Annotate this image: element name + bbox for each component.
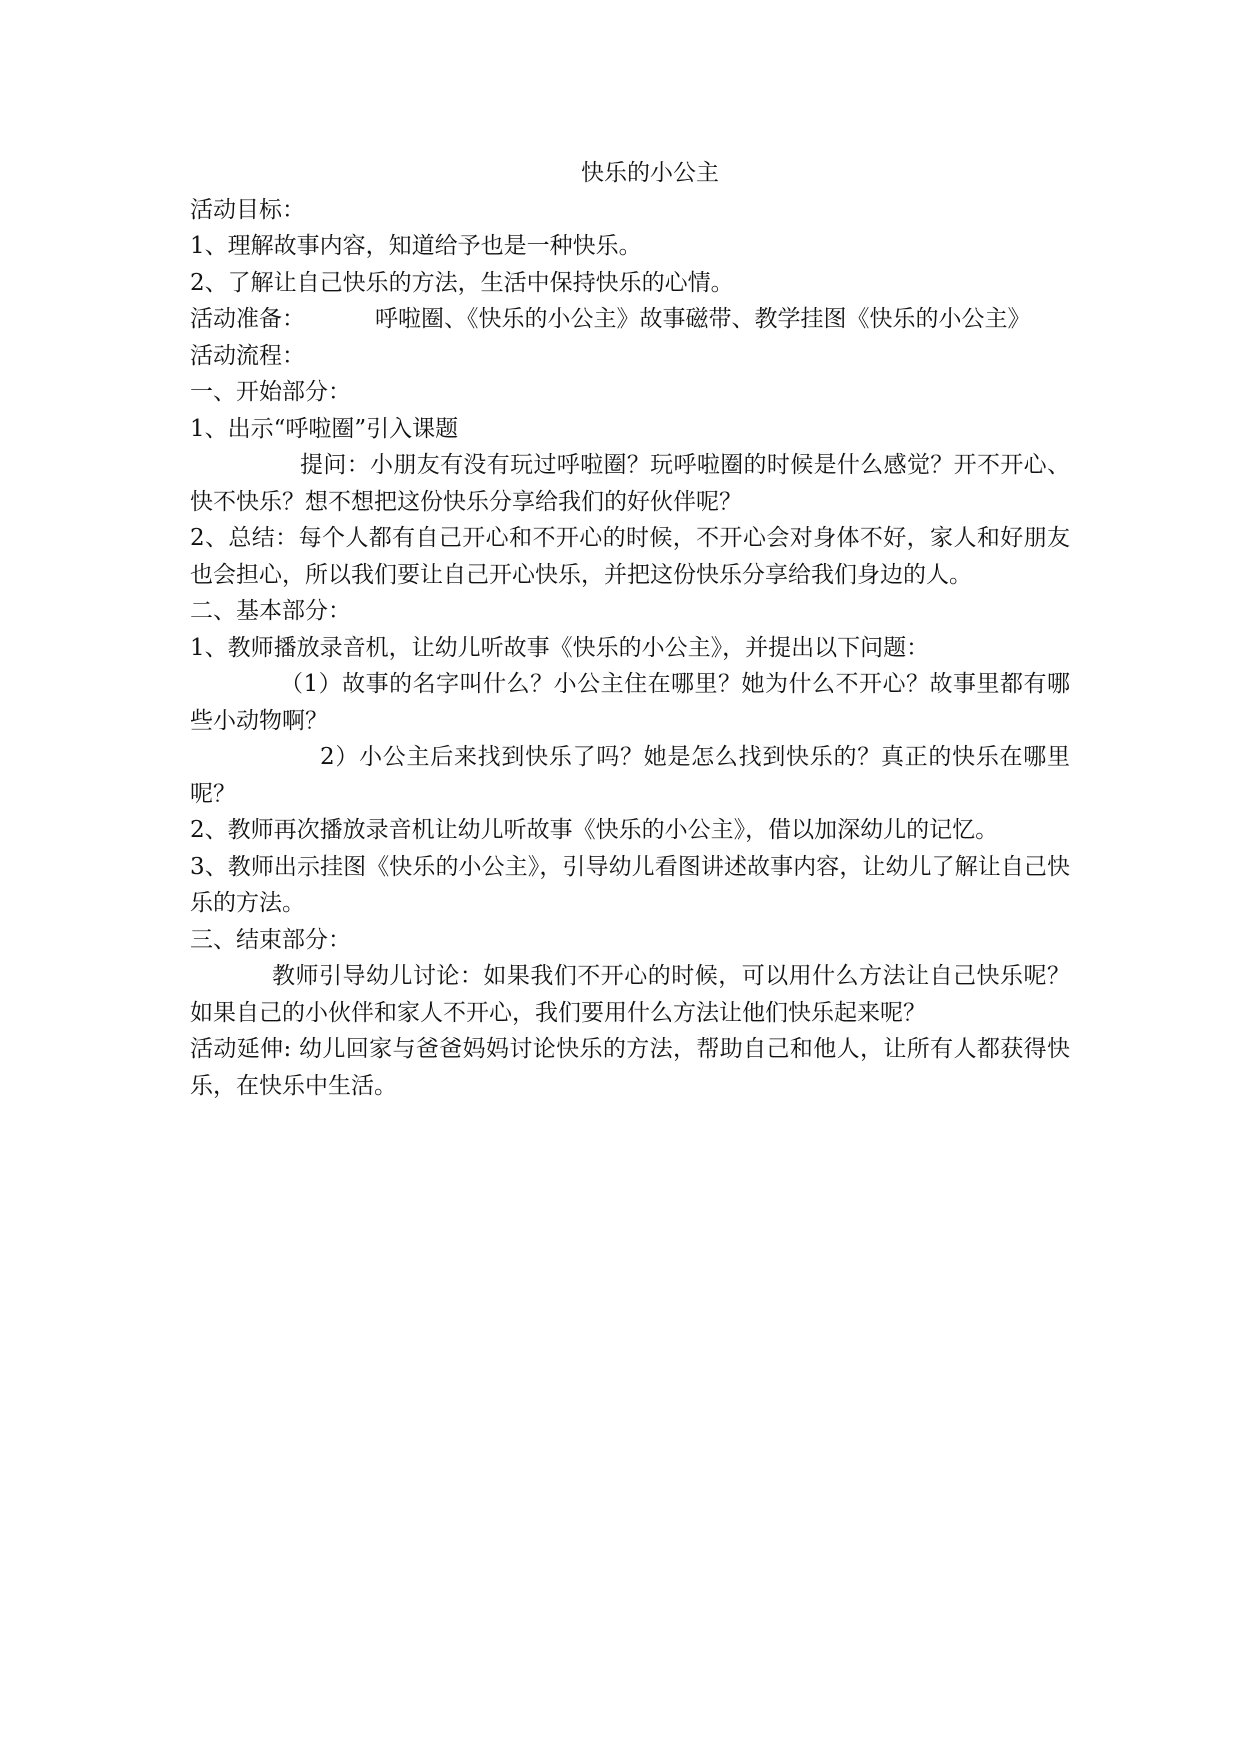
part3-text: 教师引导幼儿讨论：如果我们不开心的时候，可以用什么方法让自己快乐呢？如果自己的小伙伴和家人不开心，我们要用什么方法让他们快乐起来呢？ [190, 963, 1070, 1026]
goal-2: 2、了解让自己快乐的方法，生活中保持快乐的心情。 [190, 269, 734, 296]
flow-heading: 活动流程： [190, 342, 305, 369]
preparation-label: 活动准备： [190, 306, 305, 332]
part3-heading: 三、结束部分： [190, 926, 351, 953]
goals-heading: 活动目标： [190, 196, 305, 223]
preparation-text: 呼啦圈、《快乐的小公主》故事磁带、教学挂图《快乐的小公主》 [375, 306, 1031, 332]
goal-1: 1、理解故事内容，知道给予也是一种快乐。 [190, 233, 642, 259]
document-body [190, 155, 1070, 1104]
activity-extension: 活动延伸: 幼儿回家与爸爸妈妈讨论快乐的方法，帮助自己和他人，让所有人都获得快乐，在快乐中生活。 [190, 1036, 1070, 1099]
part1-item-2: 2、总结：每个人都有自己开心和不开心的时候，不开心会对身体不好，家人和好朋友也会担心，所以我们要让自己开心快乐，并把这份快乐分享给我们身边的人。 [190, 525, 1070, 588]
part2-heading: 二、基本部分： [190, 598, 351, 624]
part2-question-2: 2）小公主后来找到快乐了吗？她是怎么找到快乐的？真正的快乐在哪里呢？ [190, 744, 1070, 807]
part2-item-3: 3、教师出示挂图《快乐的小公主》，引导幼儿看图讲述故事内容，让幼儿了解让自己快乐的方法。 [190, 853, 1070, 916]
part2-question-1: （1）故事的名字叫什么？小公主住在哪里？她为什么不开心？故事里都有哪些小动物啊？ [190, 671, 1070, 734]
document-title: 快乐的小公主 [581, 160, 719, 186]
part2-item-1: 1、教师播放录音机，让幼儿听故事《快乐的小公主》，并提出以下问题： [190, 634, 930, 661]
part1-item-1: 1、出示“呼啦圈”引入课题 [190, 415, 459, 442]
preparation [190, 301, 1070, 338]
part1-heading: 一、开始部分： [190, 379, 351, 405]
part2-item-2: 2、教师再次播放录音机让幼儿听故事《快乐的小公主》，借以加深幼儿的记忆。 [190, 817, 999, 843]
part1-question: 提问：小朋友有没有玩过呼啦圈？玩呼啦圈的时候是什么感觉？开不开心、快不快乐？想不想把这份快乐分享给我们的好伙伴呢？ [190, 452, 1070, 515]
